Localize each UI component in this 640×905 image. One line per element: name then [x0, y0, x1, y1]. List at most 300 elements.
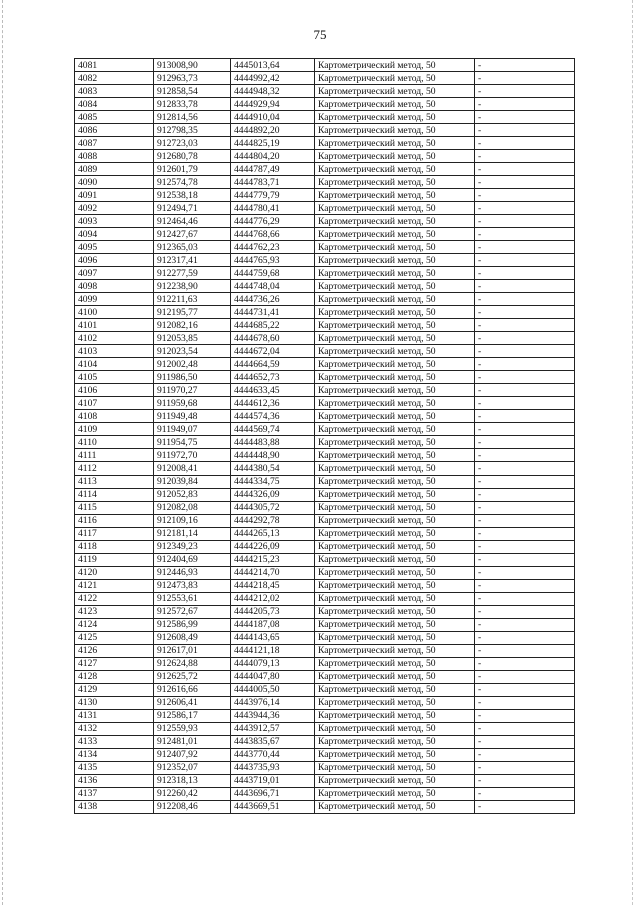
point-number-cell: 4098: [75, 280, 154, 293]
y-coordinate-cell: 4444678,60: [231, 332, 315, 345]
note-cell: -: [475, 423, 575, 436]
note-cell: -: [475, 540, 575, 553]
x-coordinate-cell: 912858,54: [154, 85, 231, 98]
method-cell: Картометрический метод, 50: [315, 163, 475, 176]
note-cell: -: [475, 436, 575, 449]
note-cell: -: [475, 163, 575, 176]
note-cell: -: [475, 631, 575, 644]
point-number-cell: 4088: [75, 150, 154, 163]
x-coordinate-cell: 912616,66: [154, 683, 231, 696]
table-row: [75, 657, 575, 670]
method-cell: Картометрический метод, 50: [315, 267, 475, 280]
method-cell: Картометрический метод, 50: [315, 553, 475, 566]
table-row: [75, 410, 575, 423]
point-number-cell: 4110: [75, 436, 154, 449]
method-cell: Картометрический метод, 50: [315, 774, 475, 787]
note-cell: -: [475, 644, 575, 657]
method-cell: Картометрический метод, 50: [315, 527, 475, 540]
y-coordinate-cell: 4444215,23: [231, 553, 315, 566]
x-coordinate-cell: 912349,23: [154, 540, 231, 553]
y-coordinate-cell: 4444892,20: [231, 124, 315, 137]
point-number-cell: 4087: [75, 137, 154, 150]
note-cell: -: [475, 384, 575, 397]
x-coordinate-cell: 912195,77: [154, 306, 231, 319]
y-coordinate-cell: 4443770,44: [231, 748, 315, 761]
point-number-cell: 4111: [75, 449, 154, 462]
x-coordinate-cell: 912427,67: [154, 228, 231, 241]
table-row: [75, 124, 575, 137]
table-row: [75, 618, 575, 631]
table-row: [75, 163, 575, 176]
table-row: [75, 553, 575, 566]
note-cell: -: [475, 397, 575, 410]
x-coordinate-cell: 912008,41: [154, 462, 231, 475]
table-row: [75, 293, 575, 306]
table-row: [75, 150, 575, 163]
method-cell: Картометрический метод, 50: [315, 371, 475, 384]
y-coordinate-cell: 4444574,36: [231, 410, 315, 423]
x-coordinate-cell: 912260,42: [154, 787, 231, 800]
point-number-cell: 4102: [75, 332, 154, 345]
method-cell: Картометрический метод, 50: [315, 449, 475, 462]
method-cell: Картометрический метод, 50: [315, 696, 475, 709]
table-row: [75, 358, 575, 371]
method-cell: Картометрический метод, 50: [315, 332, 475, 345]
point-number-cell: 4135: [75, 761, 154, 774]
y-coordinate-cell: 4443976,14: [231, 696, 315, 709]
note-cell: -: [475, 475, 575, 488]
x-coordinate-cell: 911972,70: [154, 449, 231, 462]
table-row: [75, 72, 575, 85]
point-number-cell: 4109: [75, 423, 154, 436]
table-row: [75, 384, 575, 397]
table-row: [75, 98, 575, 111]
note-cell: -: [475, 709, 575, 722]
y-coordinate-cell: 4444448,90: [231, 449, 315, 462]
point-number-cell: 4124: [75, 618, 154, 631]
point-number-cell: 4128: [75, 670, 154, 683]
table-row: [75, 228, 575, 241]
y-coordinate-cell: 4444380,54: [231, 462, 315, 475]
note-cell: -: [475, 514, 575, 527]
note-cell: -: [475, 59, 575, 72]
y-coordinate-cell: 4443944,36: [231, 709, 315, 722]
y-coordinate-cell: 4444759,68: [231, 267, 315, 280]
point-number-cell: 4083: [75, 85, 154, 98]
y-coordinate-cell: 4444768,66: [231, 228, 315, 241]
table-row: [75, 527, 575, 540]
coordinates-table: [74, 58, 575, 814]
point-number-cell: 4082: [75, 72, 154, 85]
y-coordinate-cell: 4444143,65: [231, 631, 315, 644]
point-number-cell: 4104: [75, 358, 154, 371]
method-cell: Картометрический метод, 50: [315, 293, 475, 306]
table-row: [75, 241, 575, 254]
table-row: [75, 215, 575, 228]
x-coordinate-cell: 911949,07: [154, 423, 231, 436]
y-coordinate-cell: 4445013,64: [231, 59, 315, 72]
y-coordinate-cell: 4444910,04: [231, 111, 315, 124]
x-coordinate-cell: 912494,71: [154, 202, 231, 215]
note-cell: -: [475, 72, 575, 85]
method-cell: Картометрический метод, 50: [315, 345, 475, 358]
note-cell: -: [475, 267, 575, 280]
note-cell: -: [475, 774, 575, 787]
note-cell: -: [475, 579, 575, 592]
method-cell: Картометрический метод, 50: [315, 657, 475, 670]
y-coordinate-cell: 4444305,72: [231, 501, 315, 514]
point-number-cell: 4130: [75, 696, 154, 709]
point-number-cell: 4112: [75, 462, 154, 475]
x-coordinate-cell: 912181,14: [154, 527, 231, 540]
point-number-cell: 4114: [75, 488, 154, 501]
note-cell: -: [475, 722, 575, 735]
method-cell: Картометрический метод, 50: [315, 306, 475, 319]
y-coordinate-cell: 4444787,49: [231, 163, 315, 176]
method-cell: Картометрический метод, 50: [315, 397, 475, 410]
table-row: [75, 514, 575, 527]
x-coordinate-cell: 912082,08: [154, 501, 231, 514]
table-row: [75, 202, 575, 215]
method-cell: Картометрический метод, 50: [315, 215, 475, 228]
table-row: [75, 59, 575, 72]
table-row: [75, 696, 575, 709]
method-cell: Картометрический метод, 50: [315, 722, 475, 735]
method-cell: Картометрический метод, 50: [315, 98, 475, 111]
note-cell: -: [475, 254, 575, 267]
point-number-cell: 4127: [75, 657, 154, 670]
x-coordinate-cell: 912208,46: [154, 800, 231, 813]
point-number-cell: 4131: [75, 709, 154, 722]
y-coordinate-cell: 4444779,79: [231, 189, 315, 202]
method-cell: Картометрический метод, 50: [315, 72, 475, 85]
table-row: [75, 592, 575, 605]
method-cell: Картометрический метод, 50: [315, 748, 475, 761]
table-row: [75, 85, 575, 98]
x-coordinate-cell: 912586,17: [154, 709, 231, 722]
y-coordinate-cell: 4444218,45: [231, 579, 315, 592]
point-number-cell: 4090: [75, 176, 154, 189]
method-cell: Картометрический метод, 50: [315, 254, 475, 267]
point-number-cell: 4092: [75, 202, 154, 215]
y-coordinate-cell: 4444685,22: [231, 319, 315, 332]
x-coordinate-cell: 912002,48: [154, 358, 231, 371]
point-number-cell: 4117: [75, 527, 154, 540]
point-number-cell: 4122: [75, 592, 154, 605]
method-cell: Картометрический метод, 50: [315, 358, 475, 371]
method-cell: Картометрический метод, 50: [315, 787, 475, 800]
point-number-cell: 4107: [75, 397, 154, 410]
y-coordinate-cell: 4444776,29: [231, 215, 315, 228]
x-coordinate-cell: 912039,84: [154, 475, 231, 488]
point-number-cell: 4123: [75, 605, 154, 618]
point-number-cell: 4138: [75, 800, 154, 813]
point-number-cell: 4121: [75, 579, 154, 592]
x-coordinate-cell: 912109,16: [154, 514, 231, 527]
point-number-cell: 4126: [75, 644, 154, 657]
method-cell: Картометрический метод, 50: [315, 735, 475, 748]
table-row: [75, 787, 575, 800]
table-row: [75, 254, 575, 267]
y-coordinate-cell: 4444047,80: [231, 670, 315, 683]
table-row: [75, 501, 575, 514]
x-coordinate-cell: 912053,85: [154, 332, 231, 345]
point-number-cell: 4108: [75, 410, 154, 423]
method-cell: Картометрический метод, 50: [315, 111, 475, 124]
x-coordinate-cell: 912464,46: [154, 215, 231, 228]
point-number-cell: 4086: [75, 124, 154, 137]
x-coordinate-cell: 912625,72: [154, 670, 231, 683]
y-coordinate-cell: 4444612,36: [231, 397, 315, 410]
point-number-cell: 4137: [75, 787, 154, 800]
note-cell: -: [475, 332, 575, 345]
note-cell: -: [475, 501, 575, 514]
method-cell: Картометрический метод, 50: [315, 618, 475, 631]
point-number-cell: 4132: [75, 722, 154, 735]
table-row: [75, 306, 575, 319]
x-coordinate-cell: 912052,83: [154, 488, 231, 501]
method-cell: Картометрический метод, 50: [315, 540, 475, 553]
y-coordinate-cell: 4443696,71: [231, 787, 315, 800]
note-cell: -: [475, 358, 575, 371]
x-coordinate-cell: 911954,75: [154, 436, 231, 449]
y-coordinate-cell: 4444292,78: [231, 514, 315, 527]
point-number-cell: 4118: [75, 540, 154, 553]
table-row: [75, 137, 575, 150]
point-number-cell: 4099: [75, 293, 154, 306]
method-cell: Картометрический метод, 50: [315, 514, 475, 527]
x-coordinate-cell: 912680,78: [154, 150, 231, 163]
x-coordinate-cell: 911986,50: [154, 371, 231, 384]
table-row: [75, 605, 575, 618]
point-number-cell: 4096: [75, 254, 154, 267]
method-cell: Картометрический метод, 50: [315, 501, 475, 514]
point-number-cell: 4113: [75, 475, 154, 488]
note-cell: -: [475, 293, 575, 306]
note-cell: -: [475, 319, 575, 332]
table-row: [75, 189, 575, 202]
right-margin-scan-line: [632, 0, 634, 905]
table-row: [75, 462, 575, 475]
method-cell: Картометрический метод, 50: [315, 670, 475, 683]
note-cell: -: [475, 345, 575, 358]
note-cell: -: [475, 215, 575, 228]
method-cell: Картометрический метод, 50: [315, 228, 475, 241]
method-cell: Картометрический метод, 50: [315, 761, 475, 774]
note-cell: -: [475, 150, 575, 163]
table-row: [75, 709, 575, 722]
point-number-cell: 4133: [75, 735, 154, 748]
method-cell: Картометрический метод, 50: [315, 436, 475, 449]
point-number-cell: 4093: [75, 215, 154, 228]
note-cell: -: [475, 137, 575, 150]
method-cell: Картометрический метод, 50: [315, 189, 475, 202]
x-coordinate-cell: 912833,78: [154, 98, 231, 111]
note-cell: -: [475, 176, 575, 189]
table-row: [75, 280, 575, 293]
x-coordinate-cell: 911959,68: [154, 397, 231, 410]
note-cell: -: [475, 683, 575, 696]
note-cell: -: [475, 566, 575, 579]
method-cell: Картометрический метод, 50: [315, 475, 475, 488]
y-coordinate-cell: 4443835,67: [231, 735, 315, 748]
method-cell: Картометрический метод, 50: [315, 150, 475, 163]
note-cell: -: [475, 202, 575, 215]
y-coordinate-cell: 4444652,73: [231, 371, 315, 384]
table-row: [75, 800, 575, 813]
table-row: [75, 332, 575, 345]
note-cell: -: [475, 410, 575, 423]
method-cell: Картометрический метод, 50: [315, 579, 475, 592]
x-coordinate-cell: 912317,41: [154, 254, 231, 267]
x-coordinate-cell: 912553,61: [154, 592, 231, 605]
table-row: [75, 319, 575, 332]
note-cell: -: [475, 657, 575, 670]
x-coordinate-cell: 912277,59: [154, 267, 231, 280]
x-coordinate-cell: 912404,69: [154, 553, 231, 566]
x-coordinate-cell: 913008,90: [154, 59, 231, 72]
left-margin-scan-line: [2, 0, 4, 905]
table-row: [75, 774, 575, 787]
note-cell: -: [475, 189, 575, 202]
y-coordinate-cell: 4444265,13: [231, 527, 315, 540]
table-row: [75, 371, 575, 384]
method-cell: Картометрический метод, 50: [315, 241, 475, 254]
point-number-cell: 4125: [75, 631, 154, 644]
x-coordinate-cell: 912606,41: [154, 696, 231, 709]
point-number-cell: 4115: [75, 501, 154, 514]
table-row: [75, 111, 575, 124]
x-coordinate-cell: 912798,35: [154, 124, 231, 137]
point-number-cell: 4119: [75, 553, 154, 566]
method-cell: Картометрический метод, 50: [315, 631, 475, 644]
y-coordinate-cell: 4444569,74: [231, 423, 315, 436]
method-cell: Картометрический метод, 50: [315, 59, 475, 72]
table-row: [75, 644, 575, 657]
table-row: [75, 566, 575, 579]
y-coordinate-cell: 4444483,88: [231, 436, 315, 449]
x-coordinate-cell: 912814,56: [154, 111, 231, 124]
x-coordinate-cell: 911949,48: [154, 410, 231, 423]
page-number: 75: [313, 27, 327, 42]
y-coordinate-cell: 4444765,93: [231, 254, 315, 267]
y-coordinate-cell: 4443912,57: [231, 722, 315, 735]
x-coordinate-cell: 912082,16: [154, 319, 231, 332]
note-cell: -: [475, 605, 575, 618]
x-coordinate-cell: 912352,07: [154, 761, 231, 774]
table-row: [75, 748, 575, 761]
x-coordinate-cell: 912574,78: [154, 176, 231, 189]
y-coordinate-cell: 4444214,70: [231, 566, 315, 579]
method-cell: Картометрический метод, 50: [315, 202, 475, 215]
x-coordinate-cell: 912586,99: [154, 618, 231, 631]
point-number-cell: 4091: [75, 189, 154, 202]
y-coordinate-cell: 4444731,41: [231, 306, 315, 319]
note-cell: -: [475, 553, 575, 566]
point-number-cell: 4097: [75, 267, 154, 280]
table-row: [75, 735, 575, 748]
x-coordinate-cell: 912211,63: [154, 293, 231, 306]
table-row: [75, 540, 575, 553]
x-coordinate-cell: 912318,13: [154, 774, 231, 787]
point-number-cell: 4085: [75, 111, 154, 124]
x-coordinate-cell: 912481,01: [154, 735, 231, 748]
note-cell: -: [475, 85, 575, 98]
y-coordinate-cell: 4444825,19: [231, 137, 315, 150]
y-coordinate-cell: 4444664,59: [231, 358, 315, 371]
note-cell: -: [475, 462, 575, 475]
point-number-cell: 4134: [75, 748, 154, 761]
note-cell: -: [475, 111, 575, 124]
note-cell: -: [475, 787, 575, 800]
method-cell: Картометрический метод, 50: [315, 280, 475, 293]
note-cell: -: [475, 670, 575, 683]
y-coordinate-cell: 4444212,02: [231, 592, 315, 605]
method-cell: Картометрический метод, 50: [315, 319, 475, 332]
note-cell: -: [475, 527, 575, 540]
y-coordinate-cell: 4444929,94: [231, 98, 315, 111]
y-coordinate-cell: 4444948,32: [231, 85, 315, 98]
y-coordinate-cell: 4444633,45: [231, 384, 315, 397]
x-coordinate-cell: 912446,93: [154, 566, 231, 579]
method-cell: Картометрический метод, 50: [315, 410, 475, 423]
y-coordinate-cell: 4443669,51: [231, 800, 315, 813]
table-row: [75, 345, 575, 358]
note-cell: -: [475, 735, 575, 748]
point-number-cell: 4084: [75, 98, 154, 111]
y-coordinate-cell: 4444334,75: [231, 475, 315, 488]
x-coordinate-cell: 912624,88: [154, 657, 231, 670]
y-coordinate-cell: 4444783,71: [231, 176, 315, 189]
point-number-cell: 4103: [75, 345, 154, 358]
y-coordinate-cell: 4444121,18: [231, 644, 315, 657]
coordinates-table-body: [75, 59, 575, 814]
method-cell: Картометрический метод, 50: [315, 800, 475, 813]
y-coordinate-cell: 4444226,09: [231, 540, 315, 553]
x-coordinate-cell: 912238,90: [154, 280, 231, 293]
y-coordinate-cell: 4444205,73: [231, 605, 315, 618]
note-cell: -: [475, 800, 575, 813]
y-coordinate-cell: 4444748,04: [231, 280, 315, 293]
x-coordinate-cell: 912617,01: [154, 644, 231, 657]
y-coordinate-cell: 4444672,04: [231, 345, 315, 358]
method-cell: Картометрический метод, 50: [315, 124, 475, 137]
note-cell: -: [475, 449, 575, 462]
method-cell: Картометрический метод, 50: [315, 709, 475, 722]
table-row: [75, 488, 575, 501]
method-cell: Картометрический метод, 50: [315, 605, 475, 618]
point-number-cell: 4101: [75, 319, 154, 332]
table-row: [75, 683, 575, 696]
table-row: [75, 722, 575, 735]
method-cell: Картометрический метод, 50: [315, 85, 475, 98]
method-cell: Картометрический метод, 50: [315, 683, 475, 696]
y-coordinate-cell: 4444187,08: [231, 618, 315, 631]
note-cell: -: [475, 228, 575, 241]
y-coordinate-cell: 4444780,41: [231, 202, 315, 215]
y-coordinate-cell: 4444079,13: [231, 657, 315, 670]
note-cell: -: [475, 761, 575, 774]
table-row: [75, 267, 575, 280]
method-cell: Картометрический метод, 50: [315, 137, 475, 150]
table-row: [75, 579, 575, 592]
note-cell: -: [475, 241, 575, 254]
x-coordinate-cell: 912601,79: [154, 163, 231, 176]
table-row: [75, 670, 575, 683]
note-cell: -: [475, 618, 575, 631]
x-coordinate-cell: 912723,03: [154, 137, 231, 150]
point-number-cell: 4089: [75, 163, 154, 176]
